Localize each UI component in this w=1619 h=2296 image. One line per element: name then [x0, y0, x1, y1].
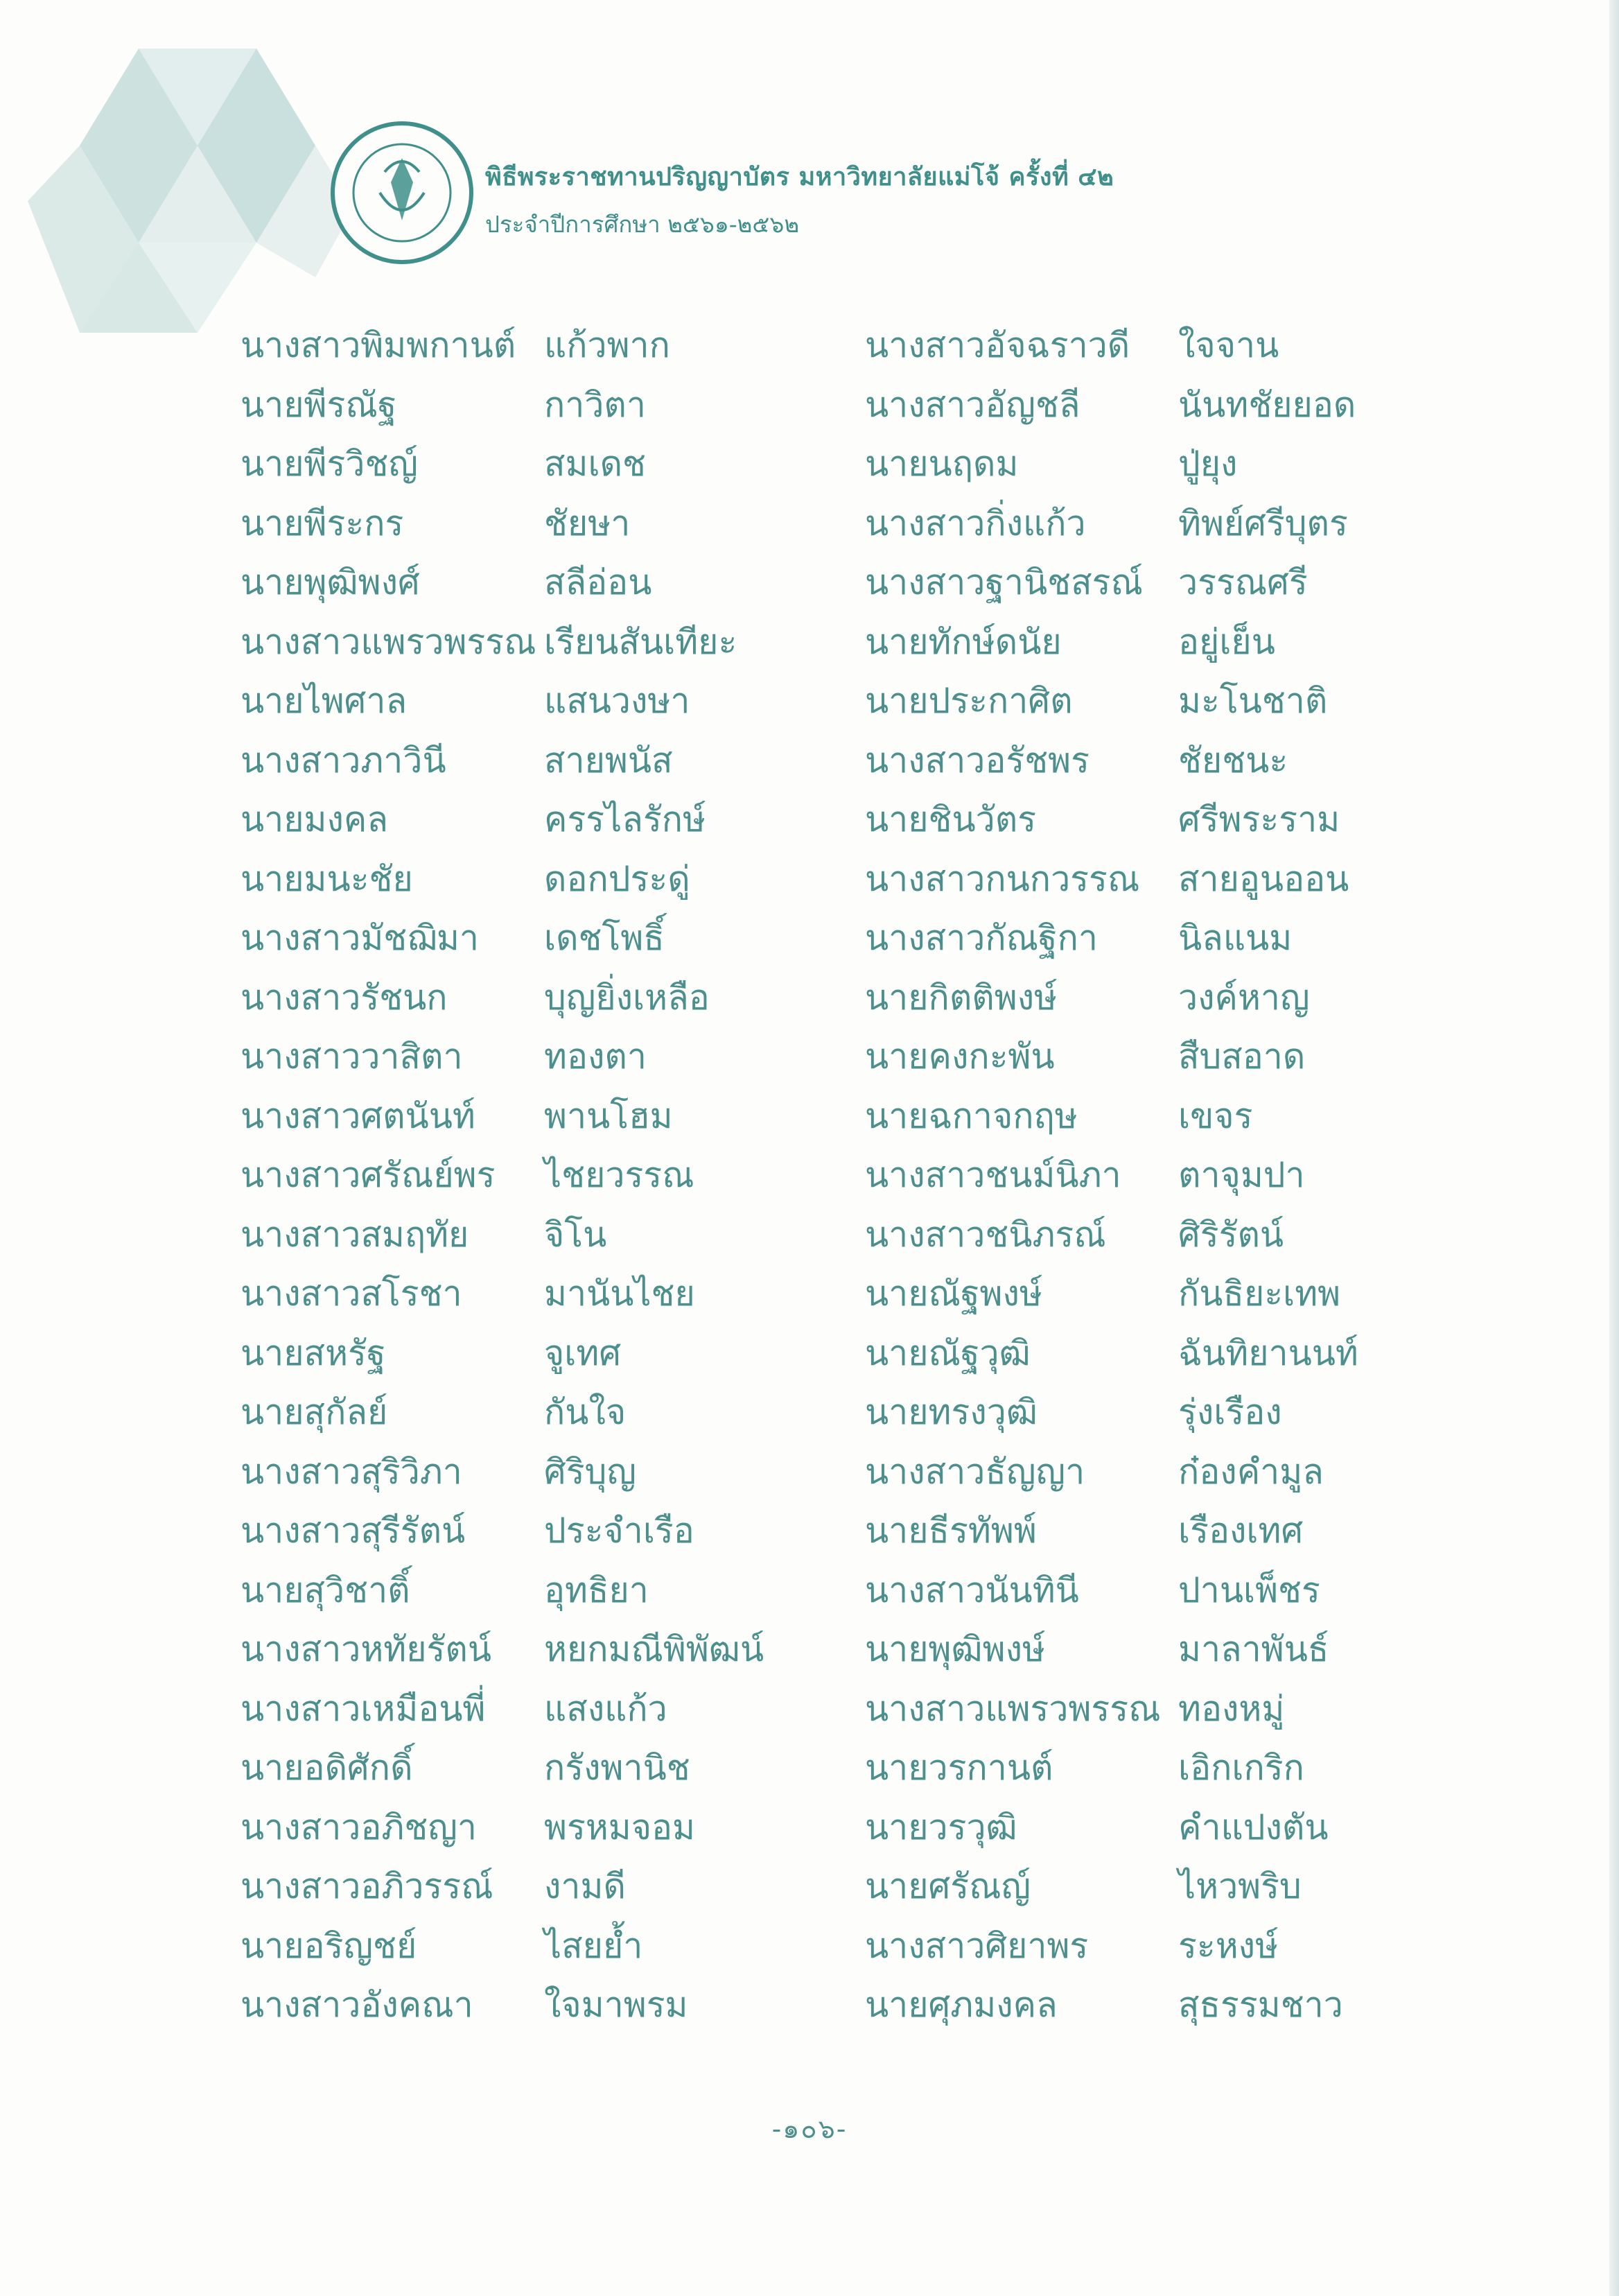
- first-name: นางสาวอภิวรรณ์: [240, 1866, 493, 1906]
- last-name: ประจำเรือ: [544, 1511, 694, 1551]
- first-name: นายนฤดม: [865, 444, 1019, 484]
- first-name: นางสาวกนกวรรณ: [865, 858, 1140, 899]
- last-name: สมเดช: [544, 444, 646, 484]
- first-name: นายวรกานต์: [865, 1748, 1053, 1788]
- first-name: นายสหรัฐ: [240, 1332, 386, 1373]
- last-name: ระหงษ์: [1178, 1925, 1279, 1966]
- first-name: นางสาวพิมพกานต์: [240, 325, 516, 365]
- last-name: ไชยวรรณ: [544, 1155, 694, 1195]
- first-name: นางสาวศตนันท์: [240, 1095, 475, 1136]
- last-name: สายอูนออน: [1178, 858, 1349, 899]
- first-name: นางสาวธัญญา: [865, 1451, 1085, 1492]
- last-name: ฉันทิยานนท์: [1178, 1332, 1358, 1373]
- first-name: นายพีรวิชญ์: [240, 444, 418, 484]
- university-seal: [326, 116, 478, 269]
- first-name: นายทักษ์ดนัย: [865, 621, 1062, 662]
- last-name: ตาจุมปา: [1178, 1155, 1305, 1195]
- first-name: นายทรงวุฒิ: [865, 1392, 1038, 1432]
- first-name: นายประกาศิต: [865, 681, 1073, 721]
- first-name: นางสาวเหมือนพี่: [240, 1688, 486, 1729]
- last-name: สุธรรมชาว: [1178, 1985, 1343, 2025]
- last-name: มานันไชย: [544, 1273, 695, 1314]
- first-name: นางสาวชนิภรณ์: [865, 1214, 1106, 1255]
- document-header: [485, 157, 1114, 243]
- first-name: นายณัฐวุฒิ: [865, 1332, 1031, 1373]
- first-name: นายศุภมงคล: [865, 1985, 1058, 2025]
- first-name: นายพีรณัฐ: [240, 384, 397, 425]
- last-name: เขจร: [1178, 1095, 1253, 1136]
- first-name: นางสาวหทัยรัตน์: [240, 1629, 492, 1669]
- first-name: นางสาวมัชฌิมา: [240, 918, 479, 958]
- last-name: นิลแนม: [1178, 918, 1293, 958]
- last-name: ทองหมู่: [1178, 1688, 1285, 1729]
- first-name: นางสาวชนม์นิภา: [865, 1155, 1121, 1195]
- first-name: นางสาวอังคณา: [240, 1985, 473, 2025]
- ceremony-title: พิธีพระราชทานปริญญาบัตร มหาวิทยาลัยแม่โจ้ ครั้งที่ ๔๒: [485, 163, 1114, 191]
- last-name: จิโน: [544, 1214, 607, 1255]
- first-name: นางสาววาสิตา: [240, 1036, 463, 1077]
- last-name: มะโนชาติ: [1178, 681, 1328, 721]
- first-name: นางสาวสุริวิภา: [240, 1451, 462, 1492]
- last-name: ไสยย้ำ: [544, 1925, 643, 1966]
- first-name: นายอดิศักดิ์: [240, 1748, 413, 1788]
- last-name: ศิริบุญ: [544, 1451, 636, 1492]
- first-name: นางสาวกิ่งแก้ว: [865, 503, 1086, 543]
- academic-year: ประจำปีการศึกษา ๒๕๖๑-๒๕๖๒: [485, 211, 800, 238]
- page-edge: [1609, 0, 1619, 2296]
- last-name: ไหวพริบ: [1178, 1866, 1302, 1906]
- last-name: ทองตา: [544, 1036, 647, 1077]
- last-name: หยกมณีพิพัฒน์: [544, 1629, 764, 1669]
- last-name: ศิริรัตน์: [1178, 1214, 1284, 1255]
- first-name: นายสุกัลย์: [240, 1392, 388, 1432]
- last-name: กันใจ: [544, 1392, 627, 1432]
- last-name: ชัยชนะ: [1178, 740, 1288, 781]
- last-name: นันทชัยยอด: [1178, 384, 1356, 425]
- last-name: ใจมาพรม: [544, 1985, 688, 2025]
- first-name: นายวรวุฒิ: [865, 1807, 1017, 1847]
- first-name: นางสาวสโรชา: [240, 1273, 462, 1314]
- last-name: ใจจาน: [1178, 325, 1279, 365]
- last-name: ปู่ยุง: [1178, 444, 1238, 484]
- last-name: จูเทศ: [544, 1332, 622, 1373]
- last-name: ก๋องคำมูล: [1178, 1451, 1324, 1492]
- first-name: นายอริญชย์: [240, 1925, 417, 1966]
- first-name: นางสาวนันทินี: [865, 1569, 1079, 1610]
- first-name: นางสาวอัจฉราวดี: [865, 325, 1130, 365]
- first-name: นางสาวศิยาพร: [865, 1925, 1089, 1966]
- last-name: ศรีพระราม: [1178, 799, 1340, 840]
- first-name: นายศรัณญ์: [865, 1866, 1031, 1906]
- first-name: นางสาวฐานิชสรณ์: [865, 562, 1143, 602]
- last-name: สลีอ่อน: [544, 562, 652, 602]
- first-name: นายคงกะพัน: [865, 1036, 1055, 1077]
- last-name: เรืองเทศ: [1178, 1511, 1304, 1551]
- last-name: เอิกเกริก: [1178, 1748, 1304, 1788]
- first-name: นางสาวรัชนก: [240, 977, 448, 1018]
- last-name: อุทธิยา: [544, 1569, 649, 1610]
- page-number: -๑๐๖-: [771, 2114, 848, 2144]
- last-name: เดชโพธิ์: [544, 918, 665, 958]
- last-name: พรหมจอม: [544, 1807, 696, 1847]
- last-name: อยู่เย็น: [1178, 621, 1275, 662]
- first-name: นางสาวสุรีรัตน์: [240, 1511, 466, 1551]
- last-name: สืบสอาด: [1178, 1036, 1306, 1077]
- last-name: พานโฮม: [544, 1095, 673, 1136]
- first-name: นางสาวแพรวพรรณ: [240, 621, 536, 662]
- last-name: แสงแก้ว: [544, 1688, 667, 1729]
- last-name: เรียนสันเทียะ: [544, 621, 737, 662]
- last-name: กาวิตา: [544, 384, 646, 425]
- last-name: มาลาพันธ์: [1178, 1629, 1329, 1669]
- first-name: นายมนะชัย: [240, 858, 413, 899]
- last-name: งามดี: [544, 1866, 626, 1906]
- first-name: นางสาวแพรวพรรณ: [865, 1688, 1161, 1729]
- last-name: กันธิยะเทพ: [1178, 1273, 1341, 1314]
- last-name: รุ่งเรือง: [1178, 1392, 1282, 1432]
- last-name: กรังพานิช: [544, 1748, 690, 1788]
- last-name: วงค์หาญ: [1178, 977, 1310, 1018]
- first-name: นางสาวสมฤทัย: [240, 1214, 469, 1255]
- first-name: นายฉกาจกฤษ: [865, 1095, 1078, 1136]
- last-name: คำแปงตัน: [1178, 1807, 1329, 1847]
- first-name: นายพีระกร: [240, 503, 404, 543]
- last-name: วรรณศรี: [1178, 562, 1308, 602]
- last-name: ทิพย์ศรีบุตร: [1178, 503, 1348, 543]
- last-name: ชัยษา: [544, 503, 631, 543]
- last-name: แสนวงษา: [544, 681, 690, 721]
- first-name: นายพุฒิพงษ์: [865, 1629, 1046, 1669]
- first-name: นายณัฐพงษ์: [865, 1273, 1042, 1314]
- first-name: นางสาวอภิชญา: [240, 1807, 477, 1847]
- first-name: นายพุฒิพงศ์: [240, 562, 420, 602]
- last-name: ดอกประดู่: [544, 858, 690, 899]
- first-name: นายชินวัตร: [865, 799, 1037, 840]
- last-name: แก้วพาก: [544, 325, 670, 365]
- first-name: นางสาวอรัชพร: [865, 740, 1089, 781]
- last-name: บุญยิ่งเหลือ: [544, 977, 710, 1018]
- first-name: นางสาวกัณฐิกา: [865, 918, 1098, 958]
- first-name: นายกิตติพงษ์: [865, 977, 1058, 1018]
- first-name: นายมงคล: [240, 799, 389, 840]
- last-name: สายพนัส: [544, 740, 673, 781]
- first-name: นางสาวศรัณย์พร: [240, 1155, 496, 1195]
- first-name: นายสุวิชาติ์: [240, 1569, 410, 1610]
- last-name: ครรไลรักษ์: [544, 799, 706, 840]
- first-name: นางสาวอัญชลี: [865, 384, 1080, 425]
- first-name: นางสาวภาวินี: [240, 740, 446, 781]
- first-name: นายไพศาล: [240, 681, 408, 721]
- first-name: นายธีรทัพพ์: [865, 1511, 1037, 1551]
- last-name: ปานเพ็ชร: [1178, 1569, 1320, 1610]
